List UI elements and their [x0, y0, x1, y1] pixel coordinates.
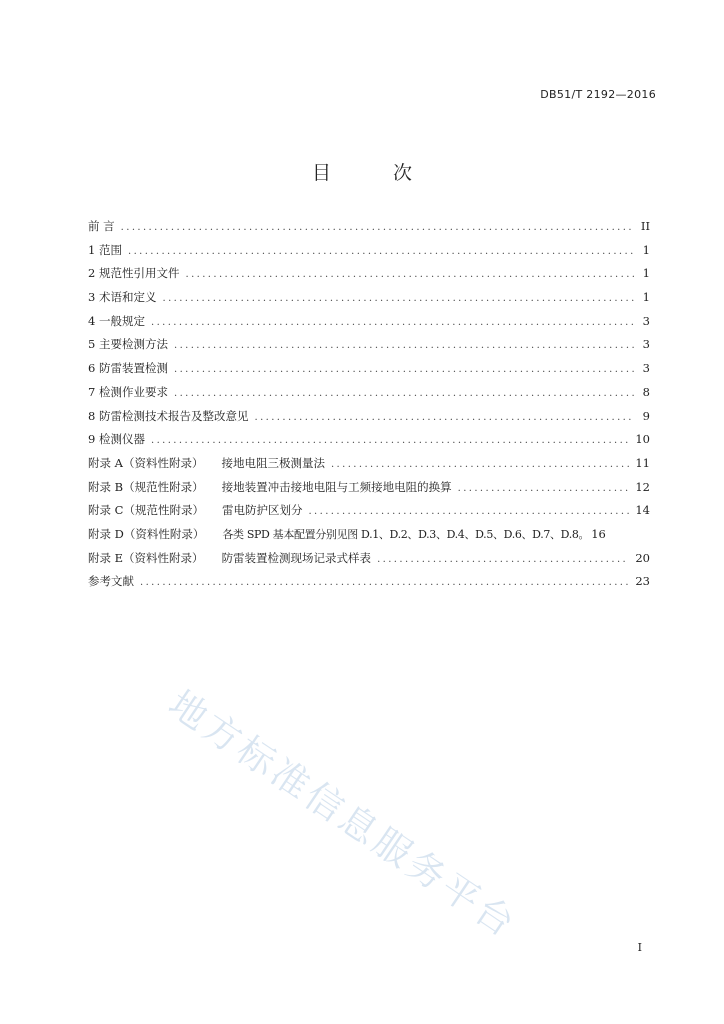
toc-entry-annex-c[interactable] — [88, 502, 650, 526]
toc-entry-label: 6 防雷装置检测 — [88, 361, 168, 376]
toc-entry-instruments[interactable] — [88, 431, 650, 455]
toc-entry-preface[interactable] — [88, 218, 650, 242]
toc-entry-page: 1 — [642, 266, 650, 281]
page-number: I — [637, 941, 642, 954]
toc-entry-normative-references[interactable] — [88, 265, 650, 289]
toc-leader-dots — [185, 269, 634, 280]
toc-entry-label: 7 检测作业要求 — [88, 384, 168, 399]
toc-entry-annex-e[interactable] — [88, 550, 650, 574]
toc-entry-label: 附录 D（资料性附录） — [88, 526, 205, 541]
toc-leader-dots — [151, 435, 629, 446]
toc-entry-subtitle: 接地电阻三极测量法 — [221, 455, 325, 470]
toc-entry-page: 3 — [642, 337, 650, 352]
toc-leader-dots — [254, 412, 634, 423]
toc-leader-dots — [377, 554, 629, 565]
toc-entry-report[interactable] — [88, 408, 650, 432]
toc-entry-terms[interactable] — [88, 289, 650, 313]
toc-entry-scope[interactable] — [88, 242, 650, 266]
toc-entry-page: 9 — [642, 408, 650, 423]
toc-leader-dots — [174, 364, 634, 375]
toc-entry-work-requirements[interactable] — [88, 384, 650, 408]
toc-entry-bibliography[interactable] — [88, 573, 650, 597]
toc-entry-label: 8 防雷检测技术报告及整改意见 — [88, 408, 249, 423]
toc-leader-dots — [162, 293, 634, 304]
toc-entry-label: 5 主要检测方法 — [88, 337, 168, 352]
toc-entry-subtitle: 防雷装置检测现场记录式样表 — [221, 550, 372, 565]
toc-leader-dots — [151, 317, 634, 328]
toc-entry-page: 3 — [642, 313, 650, 328]
toc-entry-label: 附录 E（资料性附录） — [88, 550, 204, 565]
toc-entry-page: 16 — [591, 526, 606, 541]
table-of-contents — [88, 218, 650, 597]
toc-entry-annex-d[interactable] — [88, 526, 650, 550]
toc-leader-dots — [458, 483, 630, 494]
toc-entry-label: 附录 B（规范性附录） — [88, 479, 204, 494]
toc-entry-page: 1 — [642, 242, 650, 257]
toc-leader-dots — [128, 246, 634, 257]
toc-entry-page: 8 — [642, 384, 650, 399]
toc-entry-label: 1 范围 — [88, 242, 122, 257]
toc-entry-inspection[interactable] — [88, 360, 650, 384]
document-code: DB51/T 2192—2016 — [540, 88, 656, 101]
toc-leader-dots — [308, 506, 629, 517]
toc-entry-methods[interactable] — [88, 336, 650, 360]
toc-leader-dots — [174, 388, 634, 399]
toc-leader-dots — [121, 222, 634, 233]
toc-entry-label: 4 一般规定 — [88, 313, 145, 328]
toc-entry-page: 14 — [635, 503, 650, 518]
toc-leader-dots — [174, 340, 634, 351]
toc-leader-dots — [140, 577, 629, 588]
toc-entry-label: 2 规范性引用文件 — [88, 266, 180, 281]
toc-entry-label: 9 检测仪器 — [88, 432, 145, 447]
toc-leader-dots — [331, 459, 629, 470]
toc-entry-page: II — [640, 219, 650, 233]
toc-entry-annex-b[interactable] — [88, 479, 650, 503]
toc-entry-page: 23 — [635, 574, 650, 589]
toc-entry-subtitle: 雷电防护区划分 — [221, 503, 303, 518]
toc-entry-subtitle: 各类 SPD 基本配置分别见图 D.1、D.2、D.3、D.4、D.5、D.6、D.7、D.8。 — [222, 527, 590, 541]
page-title: 目 次 — [311, 162, 441, 184]
toc-entry-label: 前 言 — [88, 219, 115, 233]
toc-entry-page: 12 — [635, 479, 650, 494]
watermark-text: 地方标准信息服务平台 — [161, 682, 525, 947]
toc-entry-label: 3 术语和定义 — [88, 290, 157, 305]
toc-entry-general[interactable] — [88, 313, 650, 337]
toc-entry-subtitle: 接地装置冲击接地电阻与工频接地电阻的换算 — [221, 479, 452, 494]
toc-entry-page: 1 — [642, 290, 650, 305]
toc-entry-page: 20 — [635, 550, 650, 565]
toc-entry-page: 3 — [642, 361, 650, 376]
toc-entry-annex-a[interactable] — [88, 455, 650, 479]
toc-entry-page: 11 — [635, 455, 650, 470]
toc-entry-page: 10 — [635, 432, 650, 447]
toc-entry-label: 参考文献 — [88, 574, 134, 589]
toc-entry-label: 附录 A（资料性附录） — [88, 455, 204, 470]
toc-entry-label: 附录 C（规范性附录） — [88, 503, 204, 518]
